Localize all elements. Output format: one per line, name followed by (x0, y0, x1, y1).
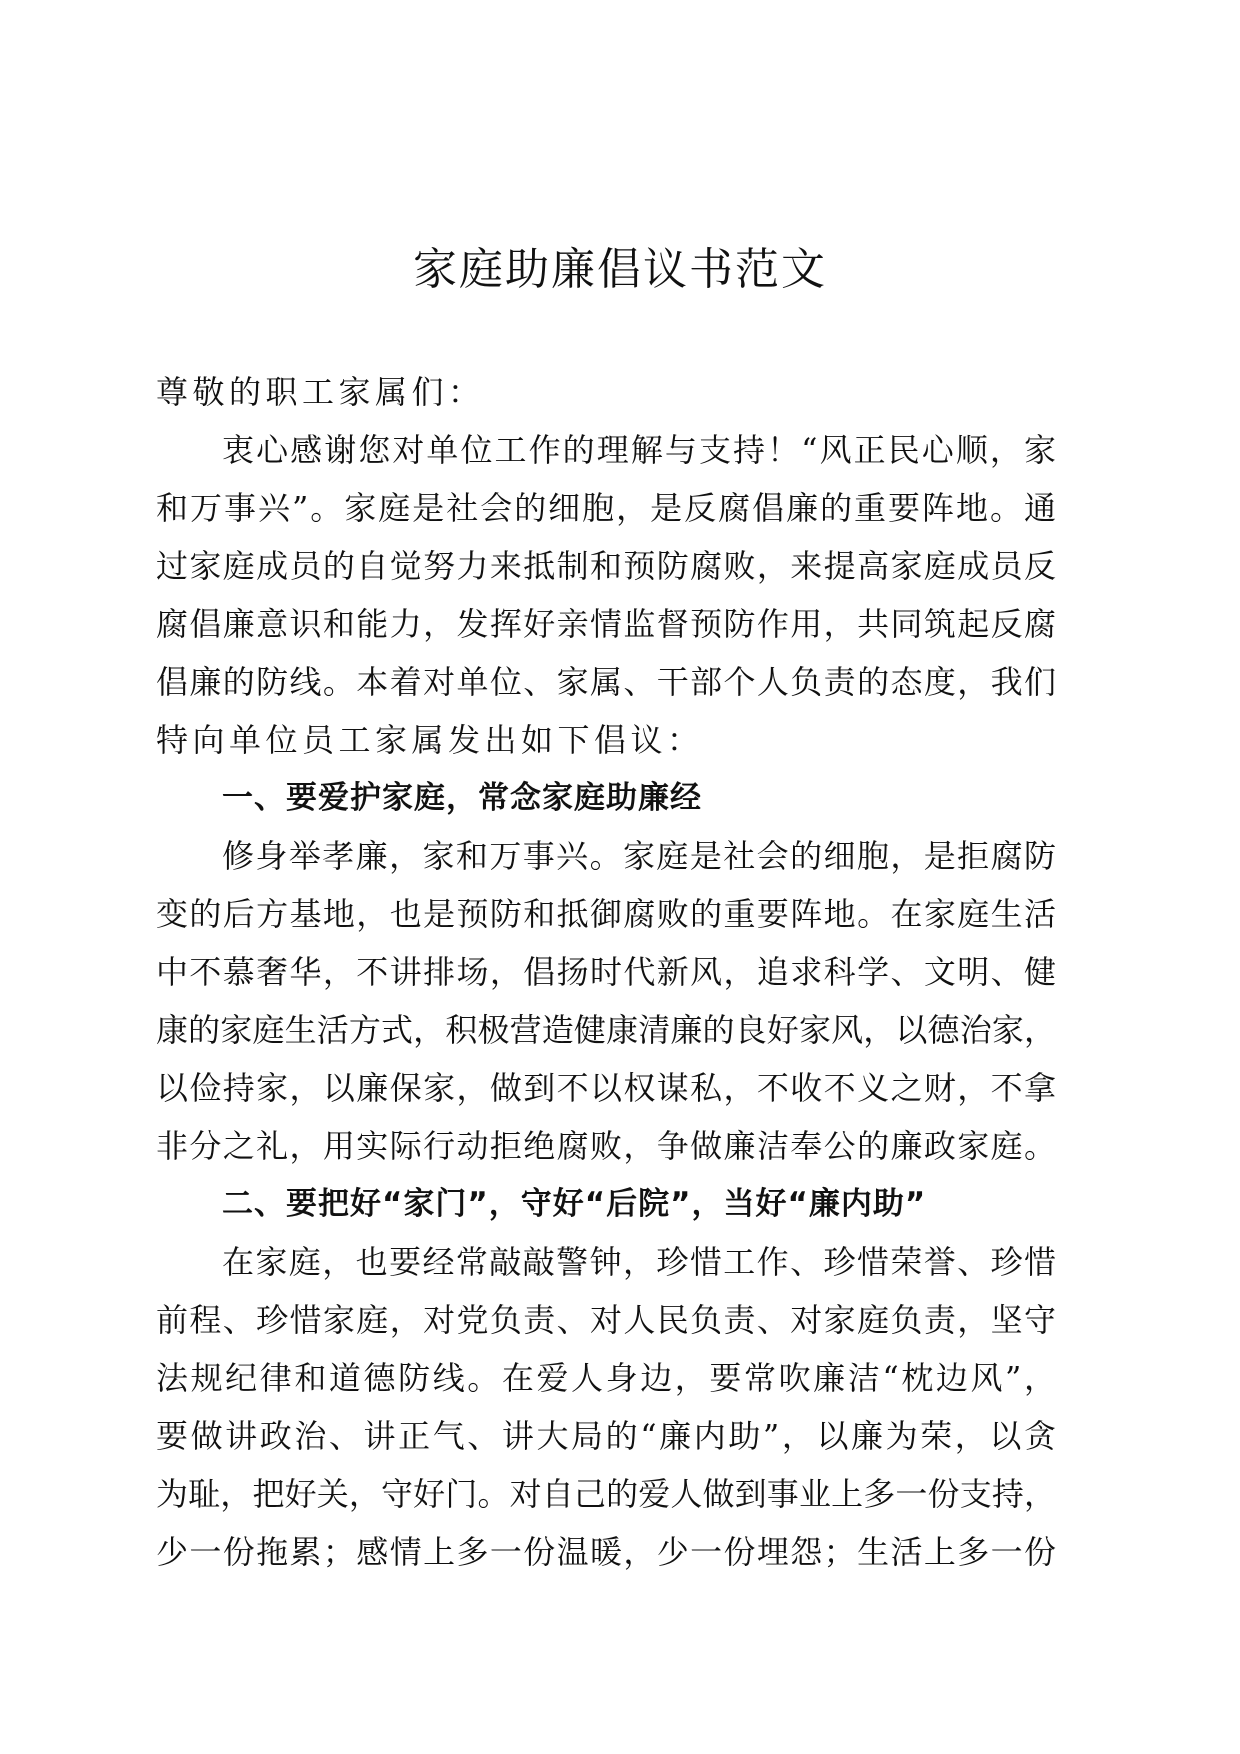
paragraph-line: 为耻，把好关，守好门。对自己的爱人做到事业上多一份支持， (156, 1475, 1056, 1513)
paragraph-line: 中不慕奢华，不讲排场，倡扬时代新风，追求科学、文明、健 (156, 953, 1056, 991)
paragraph-line: 要做讲政治、讲正气、讲大局的“廉内助”，以廉为荣，以贪 (156, 1417, 1056, 1455)
paragraph-line: 法规纪律和道德防线。在爱人身边，要常吹廉洁“枕边风”， (156, 1359, 1056, 1397)
paragraph-line: 腐倡廉意识和能力，发挥好亲情监督预防作用，共同筑起反腐 (156, 605, 1056, 643)
paragraph-line: 前程、珍惜家庭，对党负责、对人民负责、对家庭负责，坚守 (156, 1301, 1056, 1339)
paragraph-line: 衷心感谢您对单位工作的理解与支持！“风正民心顺，家 (222, 431, 1056, 469)
section-heading: 一、要爱护家庭，常念家庭助廉经 (222, 780, 702, 816)
section-heading: 二、要把好“家门”，守好“后院”，当好“廉内助” (222, 1186, 927, 1222)
paragraph-line: 以俭持家，以廉保家，做到不以权谋私，不收不义之财，不拿 (156, 1069, 1056, 1107)
document-title: 家庭助廉倡议书范文 (413, 244, 827, 295)
paragraph-line: 少一份拖累；感情上多一份温暖，少一份埋怨；生活上多一份 (156, 1533, 1056, 1571)
paragraph-line: 变的后方基地，也是预防和抵御腐败的重要阵地。在家庭生活 (156, 895, 1056, 933)
paragraph-line: 特向单位员工家属发出如下倡议： (156, 721, 704, 759)
paragraph-line: 和万事兴”。家庭是社会的细胞，是反腐倡廉的重要阵地。通 (156, 489, 1056, 527)
paragraph-line: 康的家庭生活方式，积极营造健康清廉的良好家风，以德治家， (156, 1011, 1056, 1049)
paragraph-line: 倡廉的防线。本着对单位、家属、干部个人负责的态度，我们 (156, 663, 1056, 701)
paragraph-line: 非分之礼，用实际行动拒绝腐败，争做廉洁奉公的廉政家庭。 (156, 1127, 1056, 1165)
salutation: 尊敬的职工家属们： (156, 373, 485, 411)
paragraph-line: 过家庭成员的自觉努力来抵制和预防腐败，来提高家庭成员反 (156, 547, 1056, 585)
paragraph-line: 修身举孝廉，家和万事兴。家庭是社会的细胞，是拒腐防 (222, 837, 1056, 875)
paragraph-line: 在家庭，也要经常敲敲警钟，珍惜工作、珍惜荣誉、珍惜 (222, 1243, 1056, 1281)
